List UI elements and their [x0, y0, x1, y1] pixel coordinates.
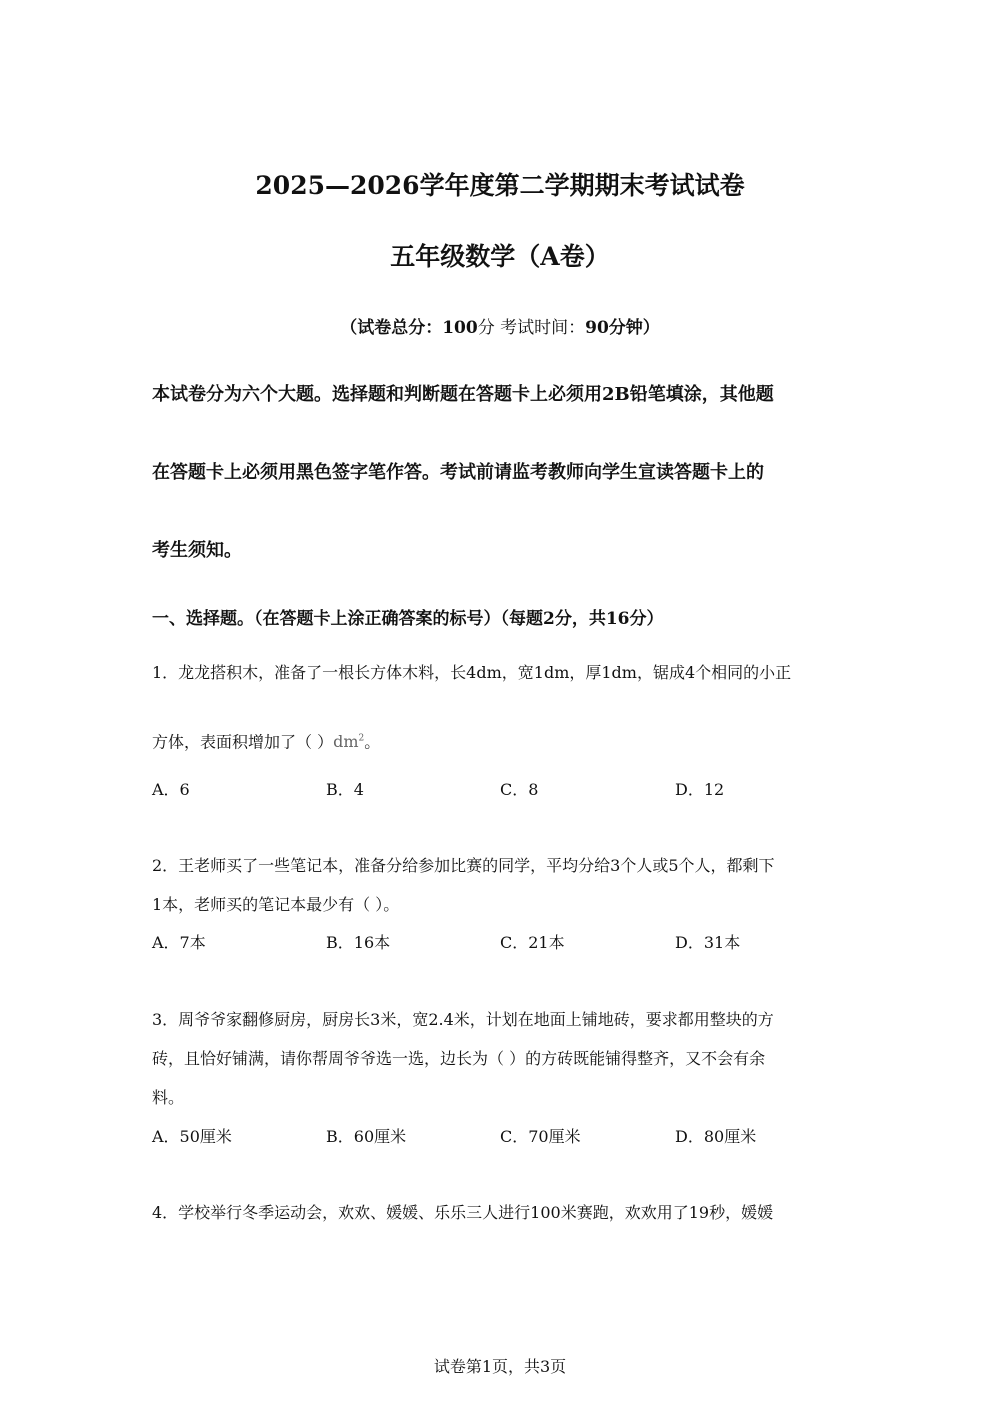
question-2-option-c[interactable]: C．21本 — [500, 933, 565, 952]
question-3-line-1: 3．周爷爷家翻修厨房，厨房长3米，宽2.4米，计划在地面上铺地砖，要求都用整块的方 — [152, 1010, 774, 1029]
exam-meta — [0, 316, 1000, 340]
exam-subtitle: 五年级数学（A卷） — [390, 242, 610, 271]
question-1-end: 。 — [364, 732, 381, 752]
question-1-options — [152, 778, 852, 802]
page-footer: 试卷第1页，共3页 — [433, 1357, 567, 1376]
intro-line-3: 考生须知。 — [152, 540, 242, 561]
question-1-unit-base: dm — [333, 732, 359, 752]
meta-time-unit: 分钟 — [608, 318, 643, 338]
question-3-line-2: 砖，且恰好铺满，请你帮周爷爷选一选，边长为（ ）的方砖既能铺得整齐，又不会有余 — [152, 1049, 766, 1068]
question-2-options — [152, 931, 852, 955]
question-1-option-d[interactable]: D．12 — [675, 780, 725, 799]
question-3-option-b[interactable]: B．60厘米 — [326, 1127, 407, 1146]
question-1-option-b[interactable]: B．4 — [326, 780, 364, 799]
question-2-line-1: 2．王老师买了一些笔记本，准备分给参加比赛的同学，平均分给3个人或5个人，都剩下 — [152, 856, 775, 875]
intro-line-1: 本试卷分为六个大题。选择题和判断题在答题卡上必须用2B铅笔填涂，其他题 — [152, 384, 774, 405]
question-1-unit — [333, 732, 364, 751]
section-heading-choice: 一、选择题。（在答题卡上涂正确答案的标号）（每题2分，共16分） — [152, 609, 664, 629]
question-3-option-a[interactable]: A．50厘米 — [152, 1127, 232, 1146]
meta-close: ） — [642, 318, 660, 338]
meta-score-value: 100 — [442, 318, 478, 338]
question-4-line-1: 4．学校举行冬季运动会，欢欢、媛媛、乐乐三人进行100米赛跑，欢欢用了19秒，媛媛 — [152, 1203, 774, 1222]
question-2-option-b[interactable]: B．16本 — [326, 933, 391, 952]
meta-score-label: 试卷总分： — [357, 318, 443, 338]
question-2-line-2: 1本，老师买的笔记本最少有（ ）。 — [152, 895, 400, 914]
question-2-option-d[interactable]: D．31本 — [675, 933, 741, 952]
meta-score-unit: 分 考试时间： — [477, 318, 586, 338]
question-1-option-c[interactable]: C．8 — [500, 780, 539, 799]
question-2-option-a[interactable]: A．7本 — [152, 933, 206, 952]
intro-line-2: 在答题卡上必须用黑色签字笔作答。考试前请监考教师向学生宣读答题卡上的 — [152, 462, 764, 483]
question-3-option-c[interactable]: C．70厘米 — [500, 1127, 581, 1146]
question-1-line-2 — [152, 727, 380, 754]
meta-time-value: 90 — [585, 318, 609, 338]
question-1-option-a[interactable]: A．6 — [152, 780, 190, 799]
question-1-unit-sup: 2 — [358, 734, 365, 744]
exam-title: 2025—2026学年度第二学期期末考试试卷 — [255, 171, 745, 200]
question-3-options — [152, 1125, 852, 1149]
question-3-option-d[interactable]: D．80厘米 — [675, 1127, 757, 1146]
question-1-line-1: 1．龙龙搭积木，准备了一根长方体木料，长4dm，宽1dm，厚1dm，锯成4个相同的小正 — [152, 663, 792, 682]
question-3-line-3: 料。 — [152, 1088, 185, 1107]
question-1-text: 方体，表面积增加了（ ） — [152, 732, 334, 752]
meta-open: （ — [340, 318, 358, 338]
